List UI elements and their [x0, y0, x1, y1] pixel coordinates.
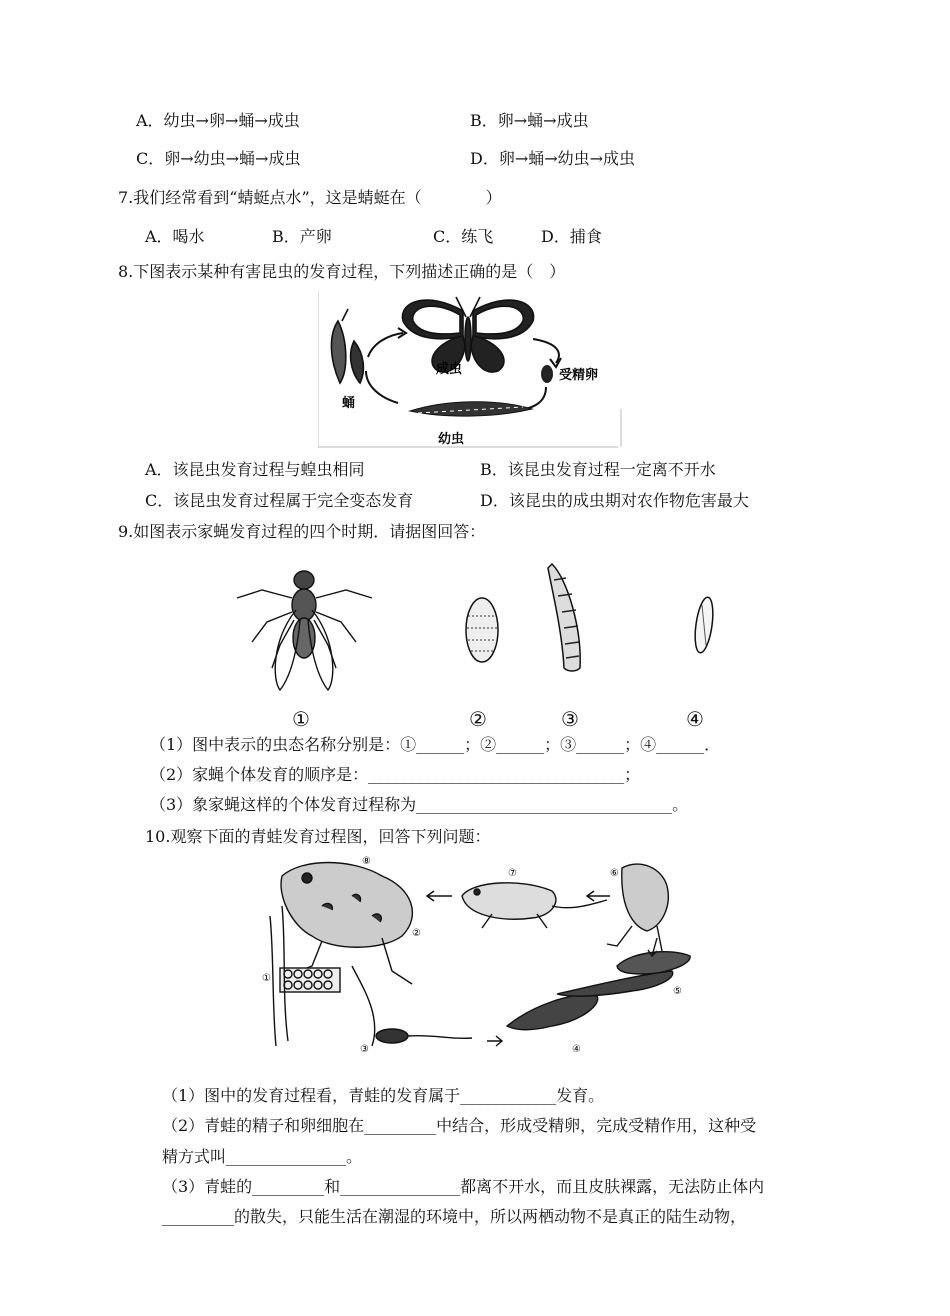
fly-larva-icon — [548, 564, 580, 671]
frog-label-2: ② — [412, 928, 421, 939]
q7-option-a: A．喝水 — [145, 227, 205, 246]
q6-option-c: C．卵→幼虫→蛹→成虫 — [136, 149, 301, 168]
frog-lifecycle-figure — [262, 856, 702, 1054]
q10-sub2a: （2）青蛙的精子和卵细胞在_________中结合，形成受精卵，完成受精作用，这种受 — [162, 1116, 757, 1135]
frog-label-1: ① — [262, 973, 271, 984]
q7-option-b: B．产卵 — [272, 227, 332, 246]
q8-option-c: C．该昆虫发育过程属于完全变态发育 — [145, 491, 414, 510]
q9-sub2: （2）家蝇个体发育的顺序是：________________________________； — [150, 765, 641, 784]
q10-stem: 10.观察下面的青蛙发育过程图，回答下列问题： — [145, 827, 491, 846]
q9-sub1: （1）图中表示的虫态名称分别是：①______；②______；③______；④______． — [150, 735, 721, 754]
q10-sub3a: （3）青蛙的_________和_______________都离不开水，而且皮肤裸露，无法防止体内 — [162, 1177, 765, 1196]
q10-sub3b: _________的散失，只能生活在潮湿的环境中，所以两栖动物不是真正的陆生动物， — [162, 1207, 747, 1226]
frog-label-8: ⑧ — [362, 856, 371, 867]
label-adult: 成虫 — [436, 362, 463, 377]
label-egg: 受精卵 — [559, 368, 599, 383]
label-larva: 幼虫 — [438, 432, 465, 447]
q8-stem: 8.下图表示某种有害昆虫的发育过程，下列描述正确的是（ ） — [118, 262, 566, 281]
tadpole-icon-3 — [376, 1029, 472, 1043]
q7-option-c: C．练飞 — [433, 227, 494, 246]
q10-sub1: （1）图中的发育过程看，青蛙的发育属于____________发育。 — [162, 1086, 605, 1105]
fly-label-2: ② — [469, 707, 487, 731]
q9-stem: 9.如图表示家蝇发育过程的四个时期．请据图回答： — [118, 522, 486, 541]
q7-stem: 7.我们经常看到“蜻蜓点水”，这是蜻蜓在（ ） — [118, 188, 502, 207]
frog-label-5: ⑤ — [673, 986, 682, 997]
frog-label-7: ⑦ — [508, 868, 517, 879]
fly-egg-icon — [692, 596, 716, 654]
q8-option-a: A．该昆虫发育过程与蝗虫相同 — [145, 460, 365, 479]
fly-label-1: ① — [292, 707, 310, 731]
q9-sub3: （3）象家蝇这样的个体发育过程称为________________________________。 — [150, 795, 689, 814]
tadpole-icon-5 — [557, 971, 673, 996]
pupa-icon — [331, 309, 363, 383]
housefly-icon — [237, 571, 372, 690]
q6-option-a: A．幼虫→卵→蛹→成虫 — [136, 111, 300, 130]
housefly-lifecycle-figure — [232, 550, 722, 700]
adult-frog-icon — [281, 863, 412, 985]
label-pupa: 蛹 — [342, 396, 356, 411]
fly-label-3: ③ — [561, 707, 579, 731]
q8-option-d: D．该昆虫的成虫期对农作物危害最大 — [480, 491, 749, 510]
q6-option-b: B．卵→蛹→成虫 — [470, 111, 589, 130]
egg-icon — [541, 365, 553, 383]
tadpole-icon-4 — [507, 995, 598, 1030]
frog-label-6: ⑥ — [610, 868, 619, 879]
q8-option-b: B．该昆虫发育过程一定离不开水 — [480, 460, 716, 479]
q6-option-d: D．卵→蛹→幼虫→成虫 — [470, 149, 636, 168]
fly-pupa-icon — [466, 598, 498, 662]
butterfly-icon — [402, 297, 533, 372]
young-frog-icon — [462, 883, 607, 928]
frog-label-4: ④ — [572, 1044, 581, 1054]
q7-option-d: D．捕食 — [541, 227, 602, 246]
frog-label-3: ③ — [360, 1044, 369, 1054]
larva-icon — [410, 402, 532, 416]
fly-label-4: ④ — [686, 707, 704, 731]
insect-lifecycle-figure — [318, 291, 633, 449]
q10-sub2b: 精方式叫_______________。 — [162, 1147, 363, 1166]
